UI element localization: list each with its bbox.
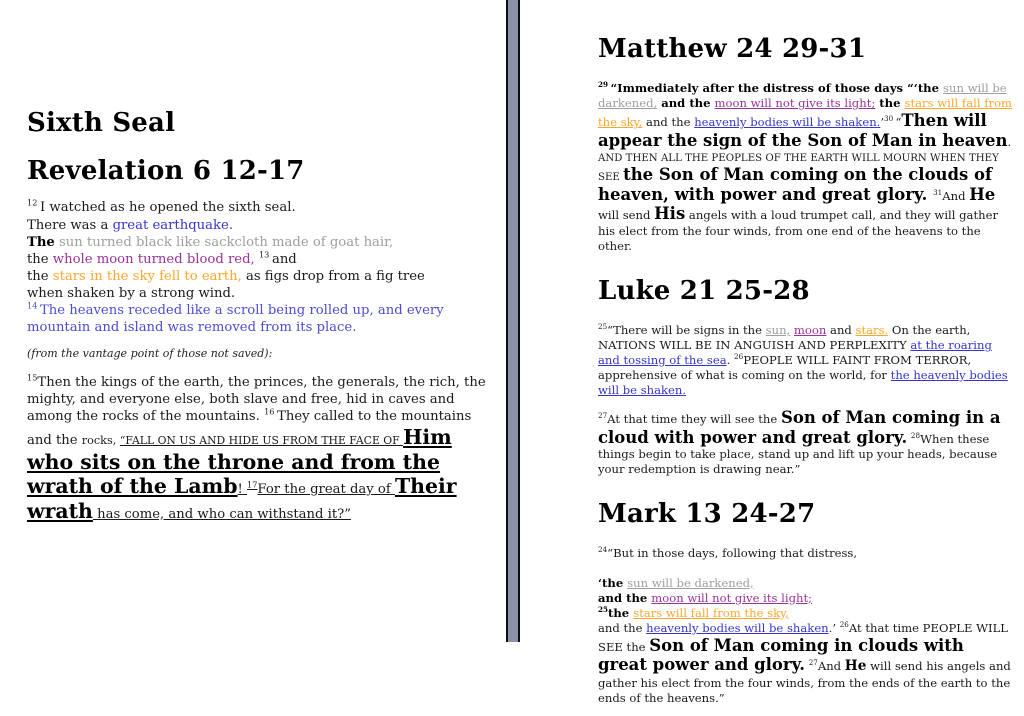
text-segment: Then will appear the sign of the Son of Man in heaven — [598, 111, 1008, 150]
text-segment: Son of Man coming in clouds with great power and glory. — [598, 635, 964, 675]
text-segment: ‘the — [598, 575, 628, 590]
text-segment: At that time they will see the — [607, 412, 781, 427]
text-segment: and the — [598, 590, 652, 605]
text-segment: They called to the mountains and the — [27, 408, 472, 449]
matthew-section-title: Matthew 24 29-31 — [598, 34, 867, 64]
text-segment: moon will not give its light; — [651, 590, 813, 605]
text-segment: 24 — [598, 545, 608, 555]
text-segment: There was a — [27, 217, 113, 233]
mark-section-title: Mark 13 24-27 — [598, 499, 816, 530]
text-segment: sun will be darkened, — [627, 575, 754, 590]
text-segment: moon — [793, 322, 827, 337]
text-segment: the Son of Man coming on the clouds of heaven, with power and great glory. — [598, 165, 993, 204]
text-segment: moon will not give its light; — [714, 96, 876, 111]
left-page — [27, 108, 489, 531]
text-segment: The heavens receded like a scroll being rolled up, and every mountain and island was removed from its place. — [27, 303, 444, 336]
text-segment: “ — [895, 115, 902, 130]
mark-paragraph-1 — [598, 546, 1016, 561]
text-segment: AND THEN ALL THE PEOPLES OF THE EARTH WILL MOURN WHEN THEY SEE — [598, 153, 999, 184]
revelation-narrative-paragraph — [27, 374, 489, 524]
text-segment: 13 — [258, 249, 272, 260]
text-segment: 29 — [598, 80, 611, 90]
text-segment: 28 — [910, 430, 921, 440]
text-segment: 17 — [247, 479, 258, 490]
text-segment: “There will be signs in the — [607, 322, 766, 337]
text-segment: and — [271, 251, 297, 267]
text-segment: When these things begin to take place, stand up and lift up your heads, because your redemption is drawing near.” — [598, 431, 998, 477]
text-segment: 25 — [598, 322, 608, 332]
text-segment: the — [875, 96, 905, 111]
text-segment: The — [27, 234, 55, 250]
text-segment: at the roaring and tossing of the sea — [598, 338, 992, 368]
text-segment: 16 — [264, 406, 278, 417]
text-segment: .’ — [828, 620, 840, 635]
text-segment: stars in the sky fell to earth, — [52, 269, 242, 284]
luke-paragraph-1 — [598, 323, 1016, 398]
revelation-verse-paragraph — [27, 199, 489, 336]
text-segment: 27 — [808, 658, 818, 668]
text-segment: stars will fall from the sky, — [633, 605, 789, 620]
text-segment: heavenly bodies will be shaken. — [694, 115, 881, 130]
text-segment: 27 — [598, 411, 608, 421]
section-matthew — [598, 34, 1016, 254]
text-segment: 14 — [27, 300, 40, 311]
text-segment: 12 — [27, 197, 40, 208]
text-segment: rocks, — [81, 434, 120, 448]
text-segment: and the — [598, 620, 647, 635]
section-luke — [598, 276, 1016, 477]
text-segment: when shaken by a strong wind. — [27, 286, 236, 302]
text-segment: And — [942, 188, 970, 203]
text-segment: At that time PEOPLE WILL SEE the — [598, 620, 1008, 654]
text-segment: sun will be darkened, — [598, 81, 1007, 111]
text-segment: sun turned black like sackcloth made of goat hair, — [54, 234, 394, 250]
matthew-paragraph — [598, 81, 1016, 254]
text-segment: and — [826, 322, 856, 337]
text-segment: PEOPLE WILL FAINT FROM TERROR, apprehensive of what is coming on the world, for — [598, 353, 972, 383]
text-segment: will send his angels and gather his elect from the four winds, from the ends of the earth to the ends of the heavens.” — [598, 659, 1011, 706]
text-segment: Then the kings of the earth, the princes, the generals, the rich, the mighty, and everyone else, both slave and free, hid in caves and among the rocks of the mountains. — [27, 374, 486, 424]
text-segment: and the — [642, 115, 695, 130]
text-segment: the heavenly bodies will be shaken. — [598, 368, 1008, 398]
text-segment: stars. — [855, 322, 889, 337]
text-segment: the — [608, 605, 634, 620]
text-segment: ’ — [880, 115, 885, 130]
text-segment: the — [27, 251, 53, 267]
text-segment: angels with a loud trumpet call, and they will gather his elect from the four winds, from one end of the heavens to the other. — [598, 208, 998, 253]
text-segment: Their wrath — [27, 474, 457, 523]
text-segment: and the — [657, 96, 715, 111]
section-mark — [598, 499, 1016, 706]
luke-paragraph-2 — [598, 408, 1016, 477]
left-page-subtitle: Revelation 6 12-17 — [27, 156, 305, 187]
text-segment: whole moon turned blood red, — [52, 251, 255, 267]
text-segment: His — [654, 204, 686, 224]
text-segment: And — [817, 659, 845, 674]
text-segment: the — [27, 269, 53, 284]
text-segment: as figs drop from a fig tree — [241, 269, 425, 284]
text-segment: 15 — [27, 372, 38, 383]
text-segment: 26 — [839, 619, 849, 629]
text-segment: “Immediately after the distress of those days “‘the — [610, 81, 944, 96]
text-segment: 31 — [933, 187, 943, 197]
text-segment: 26 — [734, 352, 744, 362]
text-segment: “FALL ON US AND HIDE US FROM THE FACE OF — [119, 434, 404, 448]
text-segment: On the earth, NATIONS WILL BE IN ANGUISH AND PERPLEXITY — [598, 322, 971, 353]
text-segment: ! — [237, 482, 248, 498]
luke-section-title: Luke 21 25-28 — [598, 275, 810, 306]
text-segment: great earthquake. — [112, 217, 234, 233]
text-segment: has come, and who can withstand it?” — [92, 506, 351, 522]
aside-note: (from the vantage point of those not saved): — [27, 346, 273, 360]
text-segment: . — [1007, 134, 1012, 149]
text-segment: Him who sits on the throne and from the wrath of the Lamb — [27, 425, 452, 499]
mark-paragraph-2 — [598, 576, 1016, 707]
text-segment: I watched as he opened the sixth seal. — [40, 200, 296, 216]
text-segment: stars will fall from the sky, — [598, 96, 1013, 130]
text-segment: . — [726, 353, 735, 368]
text-segment: He — [969, 184, 996, 204]
text-segment: 25 — [598, 604, 609, 614]
text-segment: “But in those days, following that distress, — [607, 546, 858, 561]
right-page — [598, 34, 1016, 716]
text-segment: He — [844, 658, 867, 675]
text-segment: Son of Man coming in a cloud with power and great glory. — [598, 408, 1001, 447]
text-segment: heavenly bodies will be shaken — [646, 620, 829, 635]
left-page-title: Sixth Seal — [27, 108, 176, 138]
text-segment: For the great day of — [257, 482, 395, 498]
text-segment: 30 — [884, 114, 896, 124]
page-divider — [506, 0, 520, 642]
text-segment: will send — [598, 208, 655, 223]
text-segment: sun, — [765, 322, 791, 337]
